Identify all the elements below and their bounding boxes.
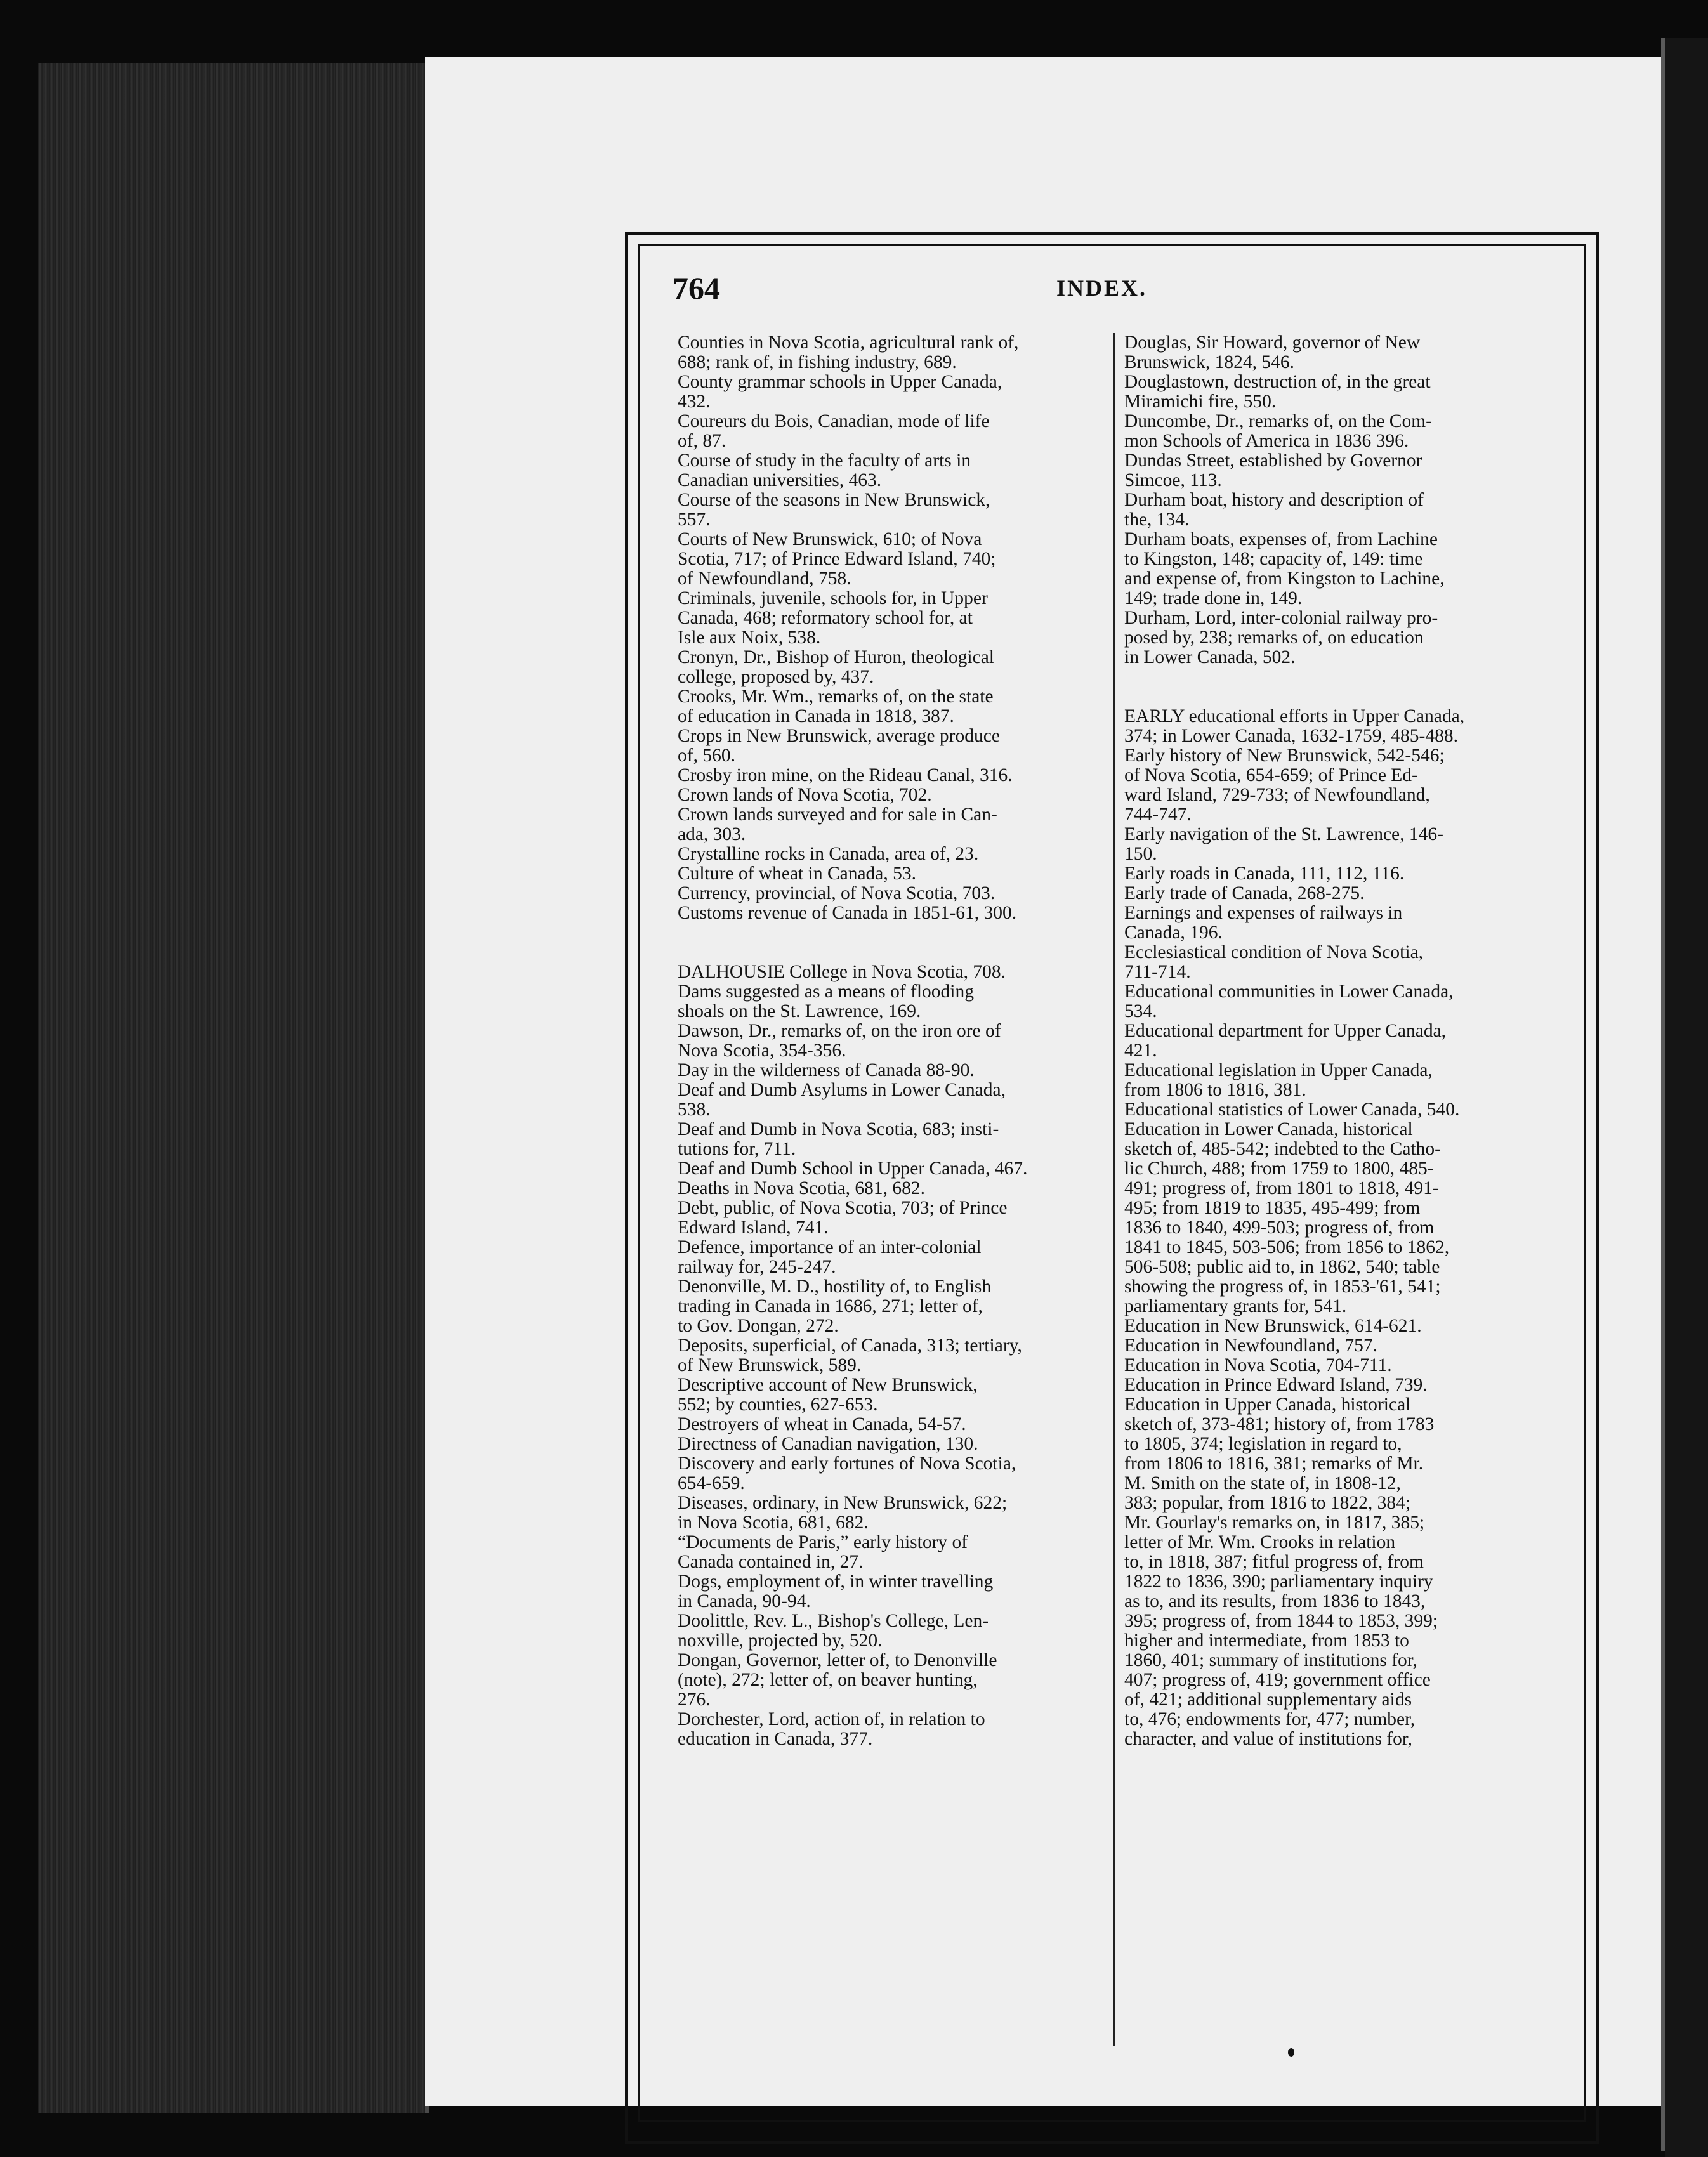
index-entry	[678, 1611, 1109, 1651]
index-entry-line: showing the progress of, in 1853-'61, 541;	[1124, 1276, 1441, 1297]
index-entry-line: Miramichi fire, 550.	[1124, 391, 1277, 412]
index-entry	[678, 1179, 1109, 1198]
section-gap	[678, 923, 1109, 962]
index-entry-line: of Nova Scotia, 654-659; of Prince Ed-	[1124, 765, 1418, 785]
index-entry	[678, 1651, 1109, 1710]
index-entry-line: Debt, public, of Nova Scotia, 703; of Prince	[678, 1198, 1008, 1218]
index-entry-line: to, 476; endowments for, 477; number,	[1124, 1709, 1416, 1729]
index-entry-line: noxville, projected by, 520.	[678, 1630, 883, 1651]
index-entry-line: Crooks, Mr. Wm., remarks of, on the state	[678, 687, 994, 707]
index-entry	[678, 1198, 1109, 1238]
index-entry-line: to, in 1818, 387; fitful progress of, from	[1124, 1552, 1424, 1572]
index-entry-line: Simcoe, 113.	[1124, 470, 1222, 490]
index-entry-line: Crown lands surveyed and for sale in Can-	[678, 805, 997, 825]
index-entry-line: Edward Island, 741.	[678, 1217, 829, 1238]
index-entry-line: Crosby iron mine, on the Rideau Canal, 316.	[678, 766, 1013, 785]
index-entry-line: from 1806 to 1816, 381; remarks of Mr.	[1124, 1453, 1424, 1474]
index-entry-line: Education in Prince Edward Island, 739.	[1124, 1375, 1428, 1395]
index-entry-line: 276.	[678, 1689, 711, 1710]
index-entry-line: (note), 272; letter of, on beaver hunting,	[678, 1670, 978, 1690]
index-entry-line: Defence, importance of an inter-colonial	[678, 1238, 982, 1257]
index-entry	[1124, 1356, 1556, 1375]
index-entry-line: of New Brunswick, 589.	[678, 1355, 862, 1375]
index-entry-line: Cronyn, Dr., Bishop of Huron, theological	[678, 648, 994, 667]
index-entry-line: character, and value of institutions for,	[1124, 1729, 1412, 1749]
index-entry-line: Coureurs du Bois, Canadian, mode of life	[678, 412, 990, 431]
index-entry	[678, 333, 1109, 372]
index-entry-line: and expense of, from Kingston to Lachine,	[1124, 568, 1445, 589]
index-entry	[678, 1336, 1109, 1375]
index-entry-line: railway for, 245-247.	[678, 1257, 836, 1277]
index-entry	[1124, 1021, 1556, 1061]
index-entry	[1124, 1100, 1556, 1120]
index-entry	[1124, 372, 1556, 412]
index-entry	[678, 372, 1109, 412]
index-entry-line: Dogs, employment of, in winter travelling	[678, 1572, 994, 1592]
index-entry-line: the, 134.	[1124, 509, 1190, 530]
index-entry-line: 1841 to 1845, 503-506; from 1856 to 1862,	[1124, 1237, 1450, 1257]
index-entry-line: 744-747.	[1124, 804, 1192, 825]
index-entry	[1124, 1061, 1556, 1100]
index-entry-line: Course of the seasons in New Brunswick,	[678, 490, 990, 510]
index-entry	[1124, 608, 1556, 667]
index-entry	[678, 766, 1109, 785]
index-entry	[678, 726, 1109, 766]
index-entry	[678, 412, 1109, 451]
index-entry-line: Denonville, M. D., hostility of, to English	[678, 1277, 992, 1297]
index-entry	[1124, 943, 1556, 982]
index-entry-line: “Documents de Paris,” early history of	[678, 1533, 968, 1552]
index-entry-line: Descriptive account of New Brunswick,	[678, 1375, 978, 1395]
index-entry-line: Day in the wilderness of Canada 88-90.	[678, 1061, 975, 1080]
index-entry	[678, 687, 1109, 726]
index-entry-line: 688; rank of, in fishing industry, 689.	[678, 352, 957, 372]
index-entry-line: tutions for, 711.	[678, 1139, 796, 1159]
index-entry-line: Isle aux Noix, 538.	[678, 627, 821, 648]
index-entry	[678, 1454, 1109, 1493]
index-entry-line: in Nova Scotia, 681, 682.	[678, 1512, 869, 1533]
index-entry	[678, 1238, 1109, 1277]
index-entry-line: parliamentary grants for, 541.	[1124, 1296, 1347, 1316]
index-entry-line: of, 560.	[678, 745, 735, 766]
index-entry	[678, 962, 1109, 982]
index-entry	[678, 1375, 1109, 1415]
index-entry-line: as to, and its results, from 1836 to 1843,	[1124, 1591, 1426, 1611]
index-entry-line: 149; trade done in, 149.	[1124, 588, 1303, 608]
index-entry-line: Early trade of Canada, 268-275.	[1124, 884, 1365, 903]
index-entry	[678, 1061, 1109, 1080]
index-column-right	[1124, 333, 1556, 1749]
index-entry-line: Crystalline rocks in Canada, area of, 23.	[678, 844, 979, 864]
index-entry-line: Educational legislation in Upper Canada,	[1124, 1061, 1433, 1080]
section-gap	[1124, 667, 1556, 707]
index-entry-line: Education in Lower Canada, historical	[1124, 1120, 1413, 1139]
index-entry-line: Currency, provincial, of Nova Scotia, 703.	[678, 884, 995, 903]
ink-speck	[1288, 2048, 1294, 2057]
page-number: 764	[673, 270, 720, 306]
index-entry-line: in Lower Canada, 502.	[1124, 647, 1296, 667]
index-entry-line: Dawson, Dr., remarks of, on the iron ore of	[678, 1021, 1001, 1041]
index-entry-line: Directness of Canadian navigation, 130.	[678, 1434, 978, 1454]
index-entry-line: to Gov. Dongan, 272.	[678, 1316, 839, 1336]
index-entry-line: 395; progress of, from 1844 to 1853, 399;	[1124, 1611, 1438, 1631]
index-entry-line: education in Canada, 377.	[678, 1729, 873, 1749]
running-head: INDEX.	[1056, 275, 1148, 301]
index-entry-line: DALHOUSIE College in Nova Scotia, 708.	[678, 962, 1006, 982]
index-entry-line: of, 87.	[678, 431, 726, 451]
index-entry-line: Counties in Nova Scotia, agricultural rank of,	[678, 333, 1019, 353]
index-entry-line: Scotia, 717; of Prince Edward Island, 740;	[678, 549, 996, 569]
index-entry-line: in Canada, 90-94.	[678, 1591, 811, 1611]
index-entry-line: Canadian universities, 463.	[678, 470, 882, 490]
index-entry-line: Dongan, Governor, letter of, to Denonville	[678, 1651, 997, 1670]
index-entry-line: Criminals, juvenile, schools for, in Upper	[678, 589, 988, 608]
index-entry-line: County grammar schools in Upper Canada,	[678, 372, 1002, 392]
index-entry-line: Early history of New Brunswick, 542-546;	[1124, 746, 1445, 766]
index-entry	[678, 864, 1109, 884]
index-entry	[678, 844, 1109, 864]
index-entry-line: Deaths in Nova Scotia, 681, 682.	[678, 1179, 925, 1198]
column-divider	[1113, 333, 1115, 2046]
index-entry	[1124, 1395, 1556, 1749]
index-entry-line: Earnings and expenses of railways in	[1124, 903, 1403, 923]
index-entry-line: 552; by counties, 627-653.	[678, 1394, 878, 1415]
index-entry-line: to Kingston, 148; capacity of, 149: time	[1124, 549, 1423, 569]
index-entry-line: ada, 303.	[678, 824, 746, 844]
index-entry-line: Brunswick, 1824, 546.	[1124, 352, 1294, 372]
index-entry-line: Culture of wheat in Canada, 53.	[678, 864, 917, 884]
index-entry-line: Educational department for Upper Canada,	[1124, 1021, 1447, 1041]
index-entry	[1124, 1120, 1556, 1316]
index-entry-line: Douglastown, destruction of, in the great	[1124, 372, 1431, 392]
index-entry-line: Dorchester, Lord, action of, in relation to	[678, 1710, 985, 1729]
index-entry	[678, 451, 1109, 490]
index-entry	[678, 490, 1109, 530]
index-entry	[678, 1434, 1109, 1454]
index-entry-line: trading in Canada in 1686, 271; letter of,	[678, 1296, 983, 1316]
index-entry-line: to 1805, 374; legislation in regard to,	[1124, 1434, 1402, 1454]
index-entry-line: 495; from 1819 to 1835, 495-499; from	[1124, 1198, 1421, 1218]
index-entry-line: posed by, 238; remarks of, on education	[1124, 627, 1424, 648]
index-entry	[678, 530, 1109, 589]
index-entry-line: Durham, Lord, inter-colonial railway pro-	[1124, 608, 1438, 628]
index-entry-line: Course of study in the faculty of arts in	[678, 451, 971, 471]
index-entry	[678, 805, 1109, 844]
index-entry-line: Deaf and Dumb in Nova Scotia, 683; insti-	[678, 1120, 999, 1139]
index-entry-line: Education in Newfoundland, 757.	[1124, 1336, 1377, 1356]
index-entry	[678, 982, 1109, 1021]
index-entry-line: 506-508; public aid to, in 1862, 540; table	[1124, 1257, 1440, 1277]
index-entry	[1124, 1375, 1556, 1395]
index-entry-line: Destroyers of wheat in Canada, 54-57.	[678, 1415, 966, 1434]
index-entry	[678, 648, 1109, 687]
index-entry-line: Douglas, Sir Howard, governor of New	[1124, 333, 1421, 353]
index-entry	[1124, 333, 1556, 372]
index-entry-line: Early navigation of the St. Lawrence, 146-	[1124, 825, 1443, 844]
index-entry	[678, 1415, 1109, 1434]
index-entry-line: Customs revenue of Canada in 1851-61, 300.	[678, 903, 1017, 923]
index-entry-line: Education in Nova Scotia, 704-711.	[1124, 1356, 1392, 1375]
index-entry	[1124, 746, 1556, 825]
index-entry	[1124, 412, 1556, 451]
index-entry-line: Canada, 468; reformatory school for, at	[678, 608, 973, 628]
index-entry-line: Early roads in Canada, 111, 112, 116.	[1124, 864, 1405, 884]
index-entry-line: 421.	[1124, 1040, 1157, 1061]
index-entry	[1124, 903, 1556, 943]
index-entry	[678, 1572, 1109, 1611]
index-entry-line: M. Smith on the state of, in 1808-12,	[1124, 1473, 1401, 1493]
index-entry-line: Crown lands of Nova Scotia, 702.	[678, 785, 932, 805]
index-column-left	[678, 333, 1109, 1749]
index-entry	[678, 1021, 1109, 1061]
index-entry-line: Canada, 196.	[1124, 922, 1223, 943]
index-entry-line: Diseases, ordinary, in New Brunswick, 622;	[678, 1493, 1008, 1513]
index-entry-line: ward Island, 729-733; of Newfoundland,	[1124, 785, 1430, 805]
index-entry-line: Durham boats, expenses of, from Lachine	[1124, 530, 1438, 549]
index-entry	[678, 1080, 1109, 1120]
index-entry-line: of Newfoundland, 758.	[678, 568, 851, 589]
index-entry-line: 557.	[678, 509, 711, 530]
index-entry-line: Doolittle, Rev. L., Bishop's College, Len-	[678, 1611, 989, 1631]
index-entry-line: Education in New Brunswick, 614-621.	[1124, 1316, 1422, 1336]
index-entry-line: 1836 to 1840, 499-503; progress of, from	[1124, 1217, 1435, 1238]
index-entry-line: Mr. Gourlay's remarks on, in 1817, 385;	[1124, 1512, 1425, 1533]
index-entry	[678, 903, 1109, 923]
index-entry-line: 432.	[678, 391, 711, 412]
index-entry-line: college, proposed by, 437.	[678, 667, 874, 687]
page-header	[673, 270, 1561, 320]
index-entry-line: 654-659.	[678, 1473, 745, 1493]
index-entry	[678, 785, 1109, 805]
index-entry-line: Dundas Street, established by Governor	[1124, 451, 1422, 471]
index-entry-line: Deposits, superficial, of Canada, 313; tertiary,	[678, 1336, 1022, 1356]
index-entry	[1124, 1336, 1556, 1356]
index-entry-line: Duncombe, Dr., remarks of, on the Com-	[1124, 412, 1433, 431]
index-entry-line: 1860, 401; summary of institutions for,	[1124, 1650, 1417, 1670]
background-strip	[1665, 38, 1708, 2157]
index-entry	[678, 1159, 1109, 1179]
index-entry	[678, 1533, 1109, 1572]
index-entry-line: letter of Mr. Wm. Crooks in relation	[1124, 1532, 1396, 1552]
index-entry-line: Deaf and Dumb Asylums in Lower Canada,	[678, 1080, 1006, 1100]
index-entry-line: 711-714.	[1124, 962, 1191, 982]
index-entry-line: sketch of, 373-481; history of, from 1783	[1124, 1414, 1435, 1434]
index-entry	[678, 589, 1109, 648]
index-entry-line: Dams suggested as a means of flooding	[678, 982, 974, 1002]
book-fore-edge	[38, 63, 429, 2113]
index-entry	[678, 1493, 1109, 1533]
index-entry-line: from 1806 to 1816, 381.	[1124, 1080, 1306, 1100]
index-entry-line: shoals on the St. Lawrence, 169.	[678, 1001, 921, 1021]
index-entry-line: 1822 to 1836, 390; parliamentary inquiry	[1124, 1571, 1433, 1592]
index-entry	[1124, 825, 1556, 864]
index-entry-line: EARLY educational efforts in Upper Canada,	[1124, 707, 1465, 726]
index-entry	[1124, 864, 1556, 884]
index-entry	[678, 1277, 1109, 1336]
index-entry-line: 374; in Lower Canada, 1632-1759, 485-488.	[1124, 726, 1458, 746]
index-entry-line: 407; progress of, 419; government office	[1124, 1670, 1431, 1690]
index-entry-line: Nova Scotia, 354-356.	[678, 1040, 846, 1061]
index-entry-line: sketch of, 485-542; indebted to the Catho-	[1124, 1139, 1441, 1159]
index-entry-line: of, 421; additional supplementary aids	[1124, 1689, 1412, 1710]
index-entry-line: 383; popular, from 1816 to 1822, 384;	[1124, 1493, 1411, 1513]
index-entry-line: mon Schools of America in 1836 396.	[1124, 431, 1409, 451]
index-entry-line: Canada contained in, 27.	[678, 1552, 864, 1572]
index-entry	[1124, 451, 1556, 490]
index-entry-line: lic Church, 488; from 1759 to 1800, 485-	[1124, 1158, 1434, 1179]
index-entry	[678, 884, 1109, 903]
index-entry-line: Crops in New Brunswick, average produce	[678, 726, 1000, 746]
index-entry	[1124, 490, 1556, 530]
index-entry-line: Education in Upper Canada, historical	[1124, 1395, 1411, 1415]
index-entry	[1124, 530, 1556, 608]
index-entry	[1124, 982, 1556, 1021]
index-entry	[1124, 1316, 1556, 1336]
index-entry	[678, 1710, 1109, 1749]
index-entry-line: Educational statistics of Lower Canada, 540.	[1124, 1100, 1460, 1120]
index-entry	[1124, 884, 1556, 903]
index-entry-line: Durham boat, history and description of	[1124, 490, 1424, 510]
index-entry-line: Discovery and early fortunes of Nova Scotia,	[678, 1454, 1016, 1474]
index-entry	[1124, 707, 1556, 746]
index-entry-line: Deaf and Dumb School in Upper Canada, 467.	[678, 1159, 1028, 1179]
index-entry-line: 538.	[678, 1099, 711, 1120]
index-entry-line: higher and intermediate, from 1853 to	[1124, 1630, 1409, 1651]
index-entry-line: 534.	[1124, 1001, 1157, 1021]
index-entry-line: of education in Canada in 1818, 387.	[678, 706, 954, 726]
index-entry-line: Educational communities in Lower Canada,	[1124, 982, 1454, 1002]
index-entry-line: 491; progress of, from 1801 to 1818, 491-	[1124, 1178, 1439, 1198]
index-entry-line: Courts of New Brunswick, 610; of Nova	[678, 530, 982, 549]
index-entry-line: 150.	[1124, 844, 1157, 864]
index-entry-line: Ecclesiastical condition of Nova Scotia,	[1124, 943, 1424, 962]
index-entry	[678, 1120, 1109, 1159]
